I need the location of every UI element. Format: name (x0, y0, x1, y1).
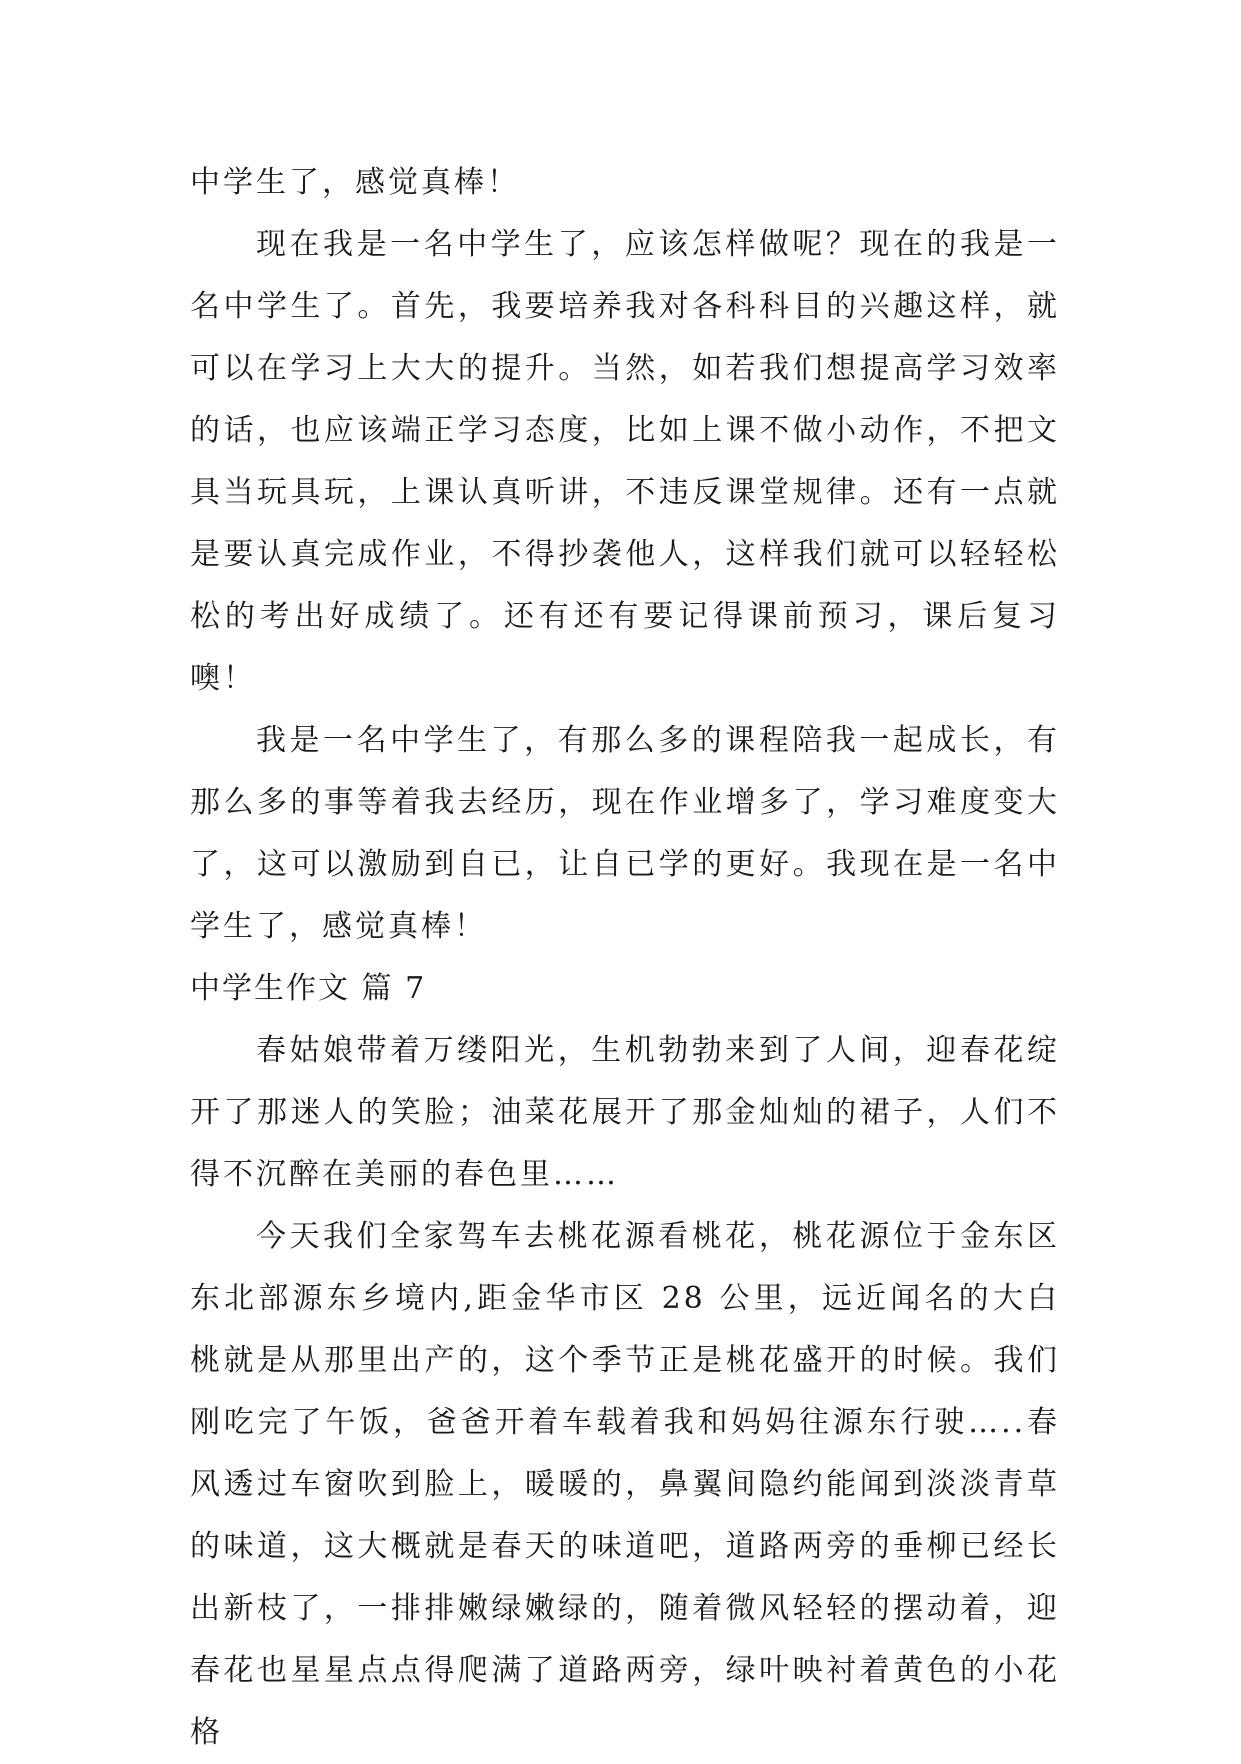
paragraph-how-to-be-student: 现在我是一名中学生了，应该怎样做呢？现在的我是一名中学生了。首先，我要培养我对各科科目的兴趣这样，就可以在学习上大大的提升。当然，如若我们想提高学习效率的话，也应该端正学习态度，比如上课不做小动作，不把文具当玩具玩，上课认真听讲，不违反课堂规律。还有一点就是要认真完成作业，不得抄袭他人，这样我们就可以轻轻松松的考出好成绩了。还有还有要记得课前预习，课后复习噢！ (190, 227, 1060, 696)
document-body (190, 152, 1060, 1764)
paragraph-spring-intro: 春姑娘带着万缕阳光，生机勃勃来到了人间，迎春花绽开了那迷人的笑脸；油菜花展开了那金灿灿的裙子，人们不得不沉醉在美丽的春色里…… (190, 1033, 1060, 1192)
section-heading: 中学生作文 篇 7 (190, 971, 427, 1006)
paragraph-peach-blossom-trip: 今天我们全家驾车去桃花源看桃花，桃花源位于金东区东北部源东乡境内,距金华市区 28 公里，远近闻名的大白桃就是从那里出产的，这个季节正是桃花盛开的时候。我们刚吃完了午饭，爸爸开着车载着我和妈妈往源东行驶…..春风透过车窗吹到脸上，暖暖的，鼻翼间隐约能闻到淡淡青草的味道，这大概就是春天的味道吧，道路两旁的垂柳已经长出新枝了，一排排嫩绿嫩绿的，随着微风轻轻的摆动着，迎春花也星星点点得爬满了道路两旁，绿叶映衬着黄色的小花格 (190, 1219, 1060, 1750)
paragraph-continuation: 中学生了，感觉真棒！ (190, 165, 520, 200)
paragraph-growing-up: 我是一名中学生了，有那么多的课程陪我一起成长，有那么多的事等着我去经历，现在作业增多了，学习难度变大了，这可以激励到自已，让自已学的更好。我现在是一名中学生了，感觉真棒！ (190, 723, 1060, 944)
